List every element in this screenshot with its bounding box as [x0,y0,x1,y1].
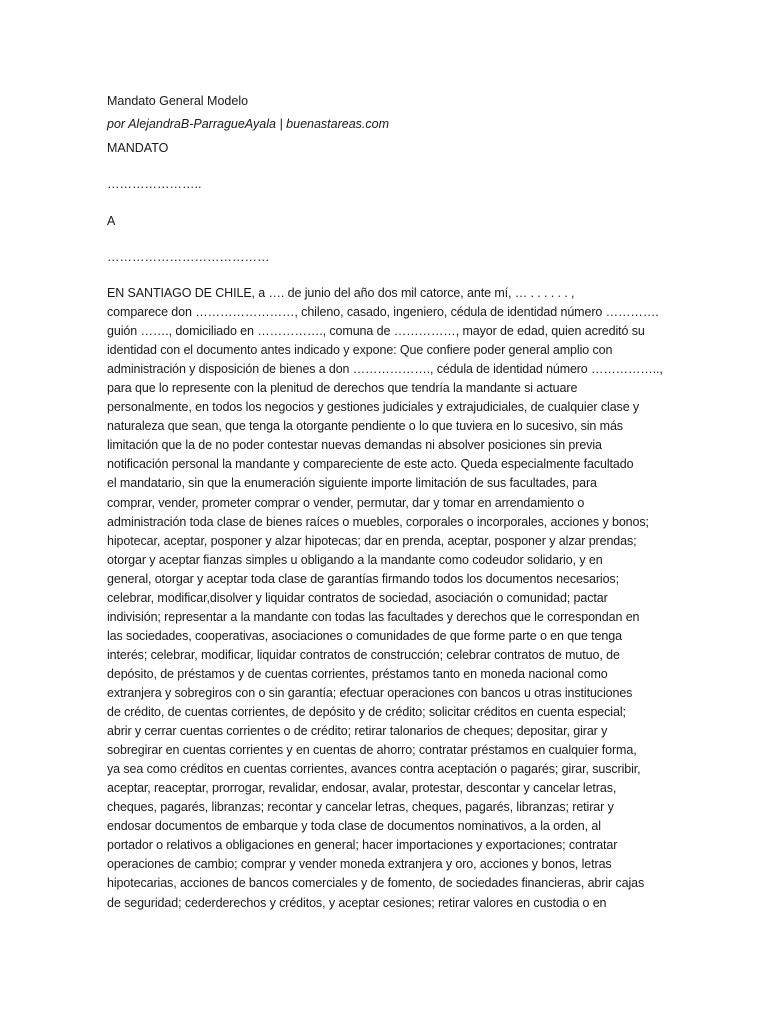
body-line: comparece don ……………………, chileno, casado, ingeniero, cédula de identidad número …………. [107,305,659,320]
section-heading: MANDATO [107,141,169,155]
body-line: personalmente, en todos los negocios y gestiones judiciales y extrajudiciales, de cualquier clase y [107,400,640,415]
body-line: el mandatario, sin que la enumeración siguiente importe limitación de sus facultades, para [107,476,597,491]
body-line: portador o relativos a obligaciones en general; hacer importaciones y exportaciones; contratar [107,838,618,853]
body-line: extranjera y sobregiros con o sin garantía; efectuar operaciones con bancos u otras instituciones [107,685,633,700]
placeholder-dots-line: ………………….. [107,177,202,191]
body-line: celebrar, modificar,disolver y liquidar contratos de sociedad, asociación o comunidad; pactar [107,590,608,605]
document-byline: por AlejandraB-ParragueAyala | buenastareas.com [107,117,390,131]
party-letter: A [107,214,116,228]
document-title: Mandato General Modelo [107,94,249,108]
body-line: naturaleza que sean, que tenga la otorgante pendiente o lo que tuviera en lo sucesivo, sin más [107,419,623,434]
body-line: limitación que la de no poder contestar nuevas demandas ni absolver posiciones sin previa [107,438,602,453]
body-paragraph [107,284,663,913]
body-line: ya sea como créditos en cuentas corrientes, avances contra aceptación o pagarés; girar, suscribir, [107,762,641,777]
body-line: de seguridad; cederderechos y créditos, y aceptar cesiones; retirar valores en custodia o en [107,895,607,910]
body-line: hipotecar, aceptar, posponer y alzar hipotecas; dar en prenda, aceptar, posponer y alzar prendas; [107,533,637,548]
body-line: administración y disposición de bienes a don ………………., cédula de identidad número …………….., [107,362,663,377]
placeholder-dots-line: ………………………………… [107,250,270,264]
body-line: cheques, pagarés, libranzas; recontar y cancelar letras, cheques, pagarés, libranzas; retirar y [107,800,614,815]
body-line: sobregirar en cuentas corrientes y en cuentas de ahorro; contratar préstamos en cualquier forma, [107,743,637,758]
document-page [107,92,663,913]
body-line: de crédito, de cuentas corrientes, de depósito y de crédito; solicitar créditos en cuenta especial; [107,705,626,720]
body-line: aceptar, reaceptar, prorrogar, revalidar, endosar, avalar, protestar, descontar y cancelar letras, [107,781,617,796]
body-line: hipotecarias, acciones de bancos comerciales y de fomento, de sociedades financieras, abrir cajas [107,876,645,891]
body-line: notificación personal la mandante y compareciente de este acto. Queda especialmente facultado [107,457,634,472]
body-line: operaciones de cambio; comprar y vender moneda extranjera y oro, acciones y bonos, letras [107,857,612,872]
body-line: EN SANTIAGO DE CHILE, a …. de junio del año dos mil catorce, ante mí, … . . . . . . , [107,286,575,300]
body-line: indivisión; representar a la mandante con todas las facultades y derechos que le correspondan en [107,609,640,624]
body-line: depósito, de préstamos y de cuentas corrientes, préstamos tanto en moneda nacional como [107,666,608,681]
body-line: otorgar y aceptar fianzas simples u obligando a la mandante como codeudor solidario, y en [107,552,603,567]
body-line: administración toda clase de bienes raíces o muebles, corporales o incorporales, acciones y bonos; [107,514,649,529]
body-line: general, otorgar y aceptar toda clase de garantías firmando todos los documentos necesarios; [107,571,619,586]
body-line: abrir y cerrar cuentas corrientes o de crédito; retirar talonarios de cheques; depositar, girar y [107,724,608,739]
body-line: guión ……., domiciliado en ……………., comuna de ……………, mayor de edad, quien acreditó su [107,324,645,339]
body-line: identidad con el documento antes indicado y expone: Que confiere poder general amplio con [107,343,613,358]
body-line: interés; celebrar, modificar, liquidar contratos de construcción; celebrar contratos de mutuo, de [107,647,620,662]
body-line: comprar, vender, prometer comprar o vender, permutar, dar y tomar en arrendamiento o [107,495,585,510]
body-line: endosar documentos de embarque y toda clase de documentos nominativos, a la orden, al [107,819,601,834]
body-line: para que lo represente con la plenitud de derechos que tendría la mandante si actuare [107,381,578,396]
body-line: las sociedades, cooperativas, asociaciones o comunidades de que forme parte o en que tenga [107,628,622,643]
